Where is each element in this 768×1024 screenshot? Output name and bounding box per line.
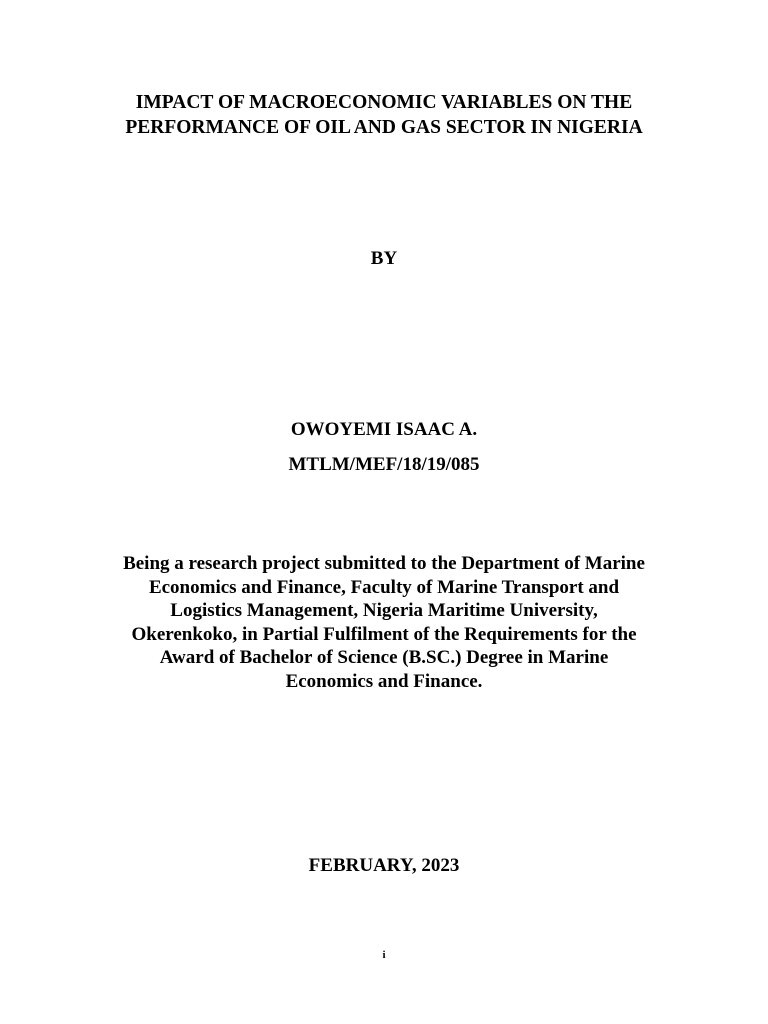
title-line-1: IMPACT OF MACROECONOMIC VARIABLES ON THE bbox=[135, 92, 633, 113]
matric-number: MTLM/MEF/18/19/085 bbox=[288, 454, 480, 475]
statement-line-5: Award of Bachelor of Science (B.SC.) Degree in Marine bbox=[159, 647, 609, 669]
statement-line-3: Logistics Management, Nigeria Maritime University, bbox=[170, 600, 598, 622]
statement-line-1: Being a research project submitted to the Department of Marine bbox=[123, 553, 645, 574]
statement-line-2: Economics and Finance, Faculty of Marine Transport and bbox=[148, 576, 620, 598]
author-name: OWOYEMI ISAAC A. bbox=[290, 419, 478, 440]
document-title bbox=[0, 90, 768, 140]
title-line-2: PERFORMANCE OF OIL AND GAS SECTOR IN NIGERIA bbox=[125, 117, 643, 138]
by-label: BY bbox=[370, 248, 398, 269]
statement-line-4: Okerenkoko, in Partial Fulfilment of the Requirements for the bbox=[131, 623, 637, 645]
submission-date: FEBRUARY, 2023 bbox=[308, 855, 460, 876]
page-number: i bbox=[382, 949, 386, 961]
submission-statement bbox=[0, 552, 768, 694]
statement-line-6: Economics and Finance. bbox=[285, 670, 483, 692]
